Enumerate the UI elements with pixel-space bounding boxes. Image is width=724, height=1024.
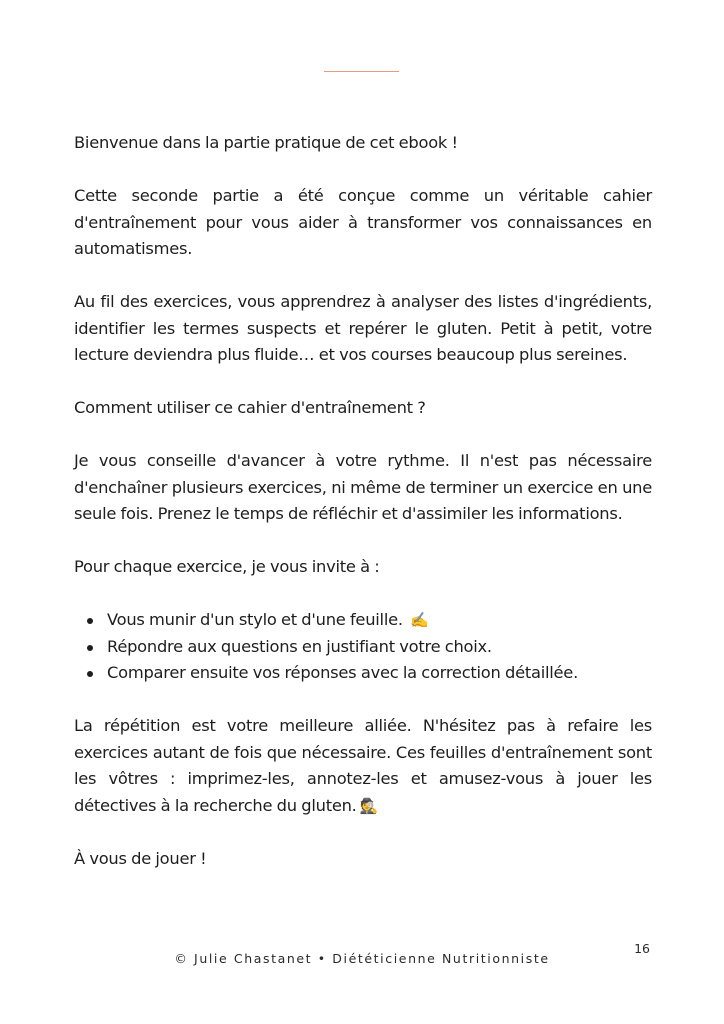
repetition-text: La répétition est votre meilleure alliée. N'hésitez pas à refaire les exercices autant de fois que nécessaire. Ces feuilles d'entraînement sont les vôtres : imprimez-les, annotez-les et amusez-vous à jouer les détectives à la recherche du gluten. xyxy=(74,716,652,815)
detective-icon: 🕵️ xyxy=(359,796,379,815)
list-item xyxy=(74,634,652,661)
footer-credit: © Julie Chastanet • Diététicienne Nutritionniste xyxy=(174,951,550,966)
welcome-paragraph: Bienvenue dans la partie pratique de cet ebook ! xyxy=(74,133,458,152)
bullet-icon xyxy=(87,645,93,651)
pace-paragraph: Je vous conseille d'avancer à votre rythme. Il n'est pas nécessaire d'enchaîner plusieurs exercices, ni même de terminer un exercice en une seule fois. Prenez le temps de réfléchir et d'assimiler les informations. xyxy=(74,451,652,523)
list-item-text: Comparer ensuite vos réponses avec la correction détaillée. xyxy=(107,663,578,682)
purpose-paragraph: Cette seconde partie a été conçue comme un véritable cahier d'entraînement pour vous aider à transformer vos connaissances en automatismes. xyxy=(74,186,652,258)
instruction-list xyxy=(74,607,652,687)
writing-hand-icon: ✍️ xyxy=(410,611,429,629)
bullet-icon xyxy=(87,618,93,624)
list-item xyxy=(74,660,652,687)
page-number: 16 xyxy=(634,941,650,956)
how-to-heading: Comment utiliser ce cahier d'entraînement ? xyxy=(74,398,426,417)
progress-paragraph: Au fil des exercices, vous apprendrez à analyser des listes d'ingrédients, identifier les termes suspects et repérer le gluten. Petit à petit, votre lecture deviendra plus fluide… et vos courses beaucoup plus sereines. xyxy=(74,292,652,364)
repetition-paragraph xyxy=(74,713,652,819)
list-item-text: Répondre aux questions en justifiant votre choix. xyxy=(107,636,492,656)
list-item-text: Vous munir d'un stylo et d'une feuille. xyxy=(107,610,403,629)
bullet-icon xyxy=(87,671,93,677)
header-accent-rule xyxy=(324,71,399,72)
invite-intro: Pour chaque exercice, je vous invite à : xyxy=(74,557,380,576)
list-item xyxy=(74,607,652,634)
page-content xyxy=(74,130,652,899)
closing-line: À vous de jouer ! xyxy=(74,848,207,868)
